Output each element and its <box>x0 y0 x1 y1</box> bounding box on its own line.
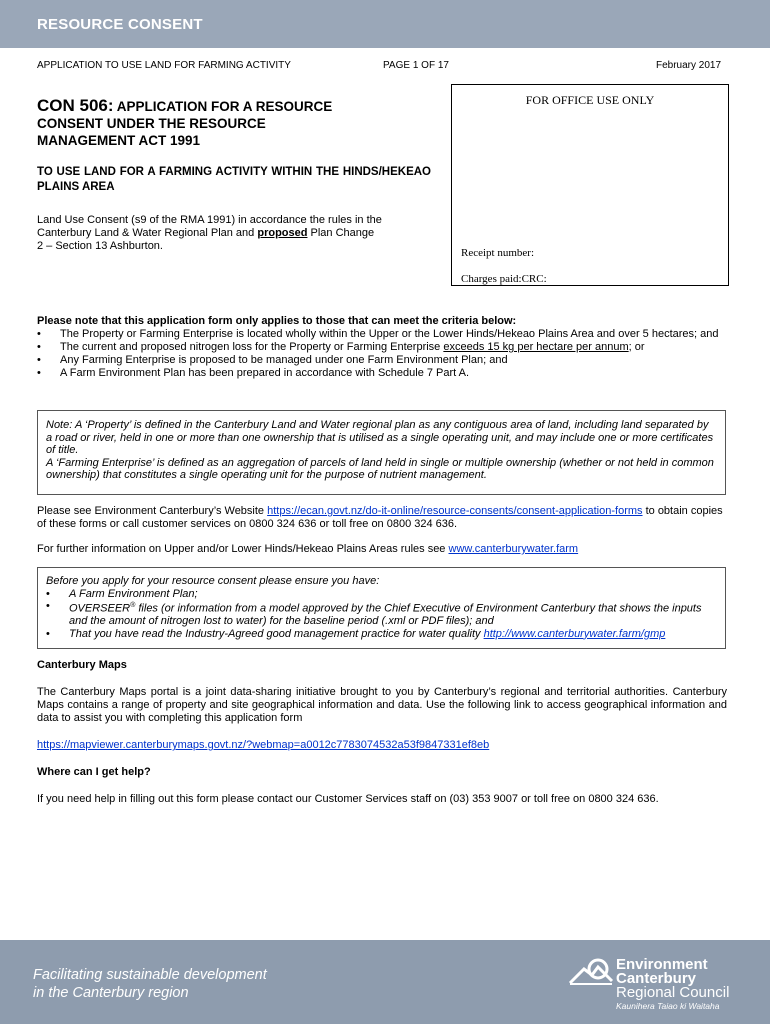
property-definition: Note: A ‘Property’ is defined in the Canterbury Land and Water regional plan as any contiguous area of land, including land separated by a road or river, held in one or more than one ownership that is utilised as a single operating unit, and may include one or more certificates of title. <box>46 419 714 456</box>
ecan-logo-icon <box>568 957 614 987</box>
intro-text-end: Plan Change 2 – Section 13 Ashburton. <box>37 227 375 252</box>
consent-forms-link[interactable]: https://ecan.govt.nz/do-it-online/resource-consents/consent-application-forms <box>267 505 643 517</box>
criteria-text: The current and proposed nitrogen loss for the Property or Farming Enterprise <box>60 341 444 353</box>
title-line-1: APPLICATION FOR A RESOURCE <box>116 99 333 114</box>
criteria-text-end: ; or <box>628 341 645 353</box>
list-item <box>46 600 717 628</box>
title-line-2: CONSENT UNDER THE RESOURCE <box>37 116 266 131</box>
charges-paid-label: Charges paid:CRC: <box>461 273 547 285</box>
list-item <box>37 341 727 354</box>
criteria-threshold: exceeds 15 kg per hectare per annum <box>443 341 629 353</box>
list-item: • A Farm Environment Plan; <box>46 588 717 601</box>
maps-link-row <box>37 739 727 752</box>
website-paragraph <box>37 505 727 531</box>
canterbury-water-link[interactable]: www.canterburywater.farm <box>448 543 579 555</box>
list-item: • The Property or Farming Enterprise is located wholly within the Upper or the Lower Hinds/Hekeao Plains Area and over 5 hectares; and <box>37 328 727 341</box>
page-indicator: PAGE 1 OF 17 <box>383 60 449 71</box>
before-list <box>46 588 717 641</box>
list-item: • Any Farming Enterprise is proposed to be managed under one Farm Environment Plan; and <box>37 354 727 367</box>
registered-mark: ® <box>130 602 136 609</box>
form-title <box>37 97 417 149</box>
before-you-apply-box <box>37 567 726 649</box>
form-subtitle: TO USE LAND FOR A FARMING ACTIVITY WITHIN THE HINDS/HEKEAO PLAINS AREA <box>37 166 431 193</box>
list-item <box>46 628 717 641</box>
further-info-text: For further information on Upper and/or Lower Hinds/Hekeao Plains Areas rules see <box>37 543 449 555</box>
gmp-link[interactable]: http://www.canterburywater.farm/gmp <box>483 627 666 640</box>
intro-proposed: proposed <box>257 227 308 239</box>
tagline-line-2: in the Canterbury region <box>33 985 189 1001</box>
title-line-3: MANAGEMENT ACT 1991 <box>37 133 201 148</box>
criteria-section <box>37 315 727 380</box>
maps-paragraph: The Canterbury Maps portal is a joint data-sharing initiative brought to you by Canterbury’s regional and territorial authorities. Canterbury Maps contains a range of property and site geographical information and data. Use the following link to access geographical information and data to assist you with completing this application form <box>37 686 727 724</box>
help-heading: Where can I get help? <box>37 766 151 778</box>
footer-band <box>0 940 770 1024</box>
form-date: February 2017 <box>656 60 722 71</box>
logo-line-4: Kaunihera Taiao ki Waitaha <box>616 1001 720 1011</box>
header-band <box>0 0 770 48</box>
intro-paragraph <box>37 214 382 253</box>
criteria-heading: Please note that this application form only applies to those that can meet the criteria below: <box>37 315 517 327</box>
farming-enterprise-definition: A ‘Farming Enterprise’ is defined as an aggregation of parcels of land held in single or multiple ownership (whether or not held in common ownership) that constitutes a single operating unit for the purpose of nutrient management. <box>46 456 714 481</box>
list-item: • A Farm Environment Plan has been prepared in accordance with Schedule 7 Part A. <box>37 367 727 380</box>
logo-line-2: Canterbury <box>616 970 697 987</box>
help-paragraph: If you need help in filling out this form please contact our Customer Services staff on (03) 353 9007 or toll free on 0800 324 636. <box>37 793 659 805</box>
website-text: Please see Environment Canterbury’s Website <box>37 505 268 517</box>
ecan-logo <box>568 957 738 1013</box>
logo-line-1: Environment <box>616 956 708 973</box>
canterbury-maps-link[interactable]: https://mapviewer.canterburymaps.govt.nz/?webmap=a0012c7783074532a53f9847331ef8eb <box>37 739 490 751</box>
logo-line-3: Regional Council <box>616 984 730 1001</box>
before-heading: Before you apply for your resource consent please ensure you have: <box>46 575 380 587</box>
further-info-paragraph <box>37 543 727 556</box>
definition-note-box <box>37 410 726 495</box>
criteria-list <box>37 328 727 380</box>
overseer-text-end: files (or information from a model approved by the Chief Executive of Environment Canterbury that shows the inputs and the amount of nitrogen lost to water) for the baseline period (.xml or PDF files); and <box>69 602 702 628</box>
band-title: RESOURCE CONSENT <box>37 16 203 33</box>
office-use-title: FOR OFFICE USE ONLY <box>525 93 655 107</box>
receipt-number-label: Receipt number: <box>461 247 535 259</box>
footer-tagline <box>33 966 267 1002</box>
intro-text: Land Use Consent (s9 of the RMA 1991) in accordance the rules in the Canterbury Land & Water Regional Plan and <box>37 214 382 239</box>
overseer-text: OVERSEER <box>69 602 131 615</box>
tagline-line-1: Facilitating sustainable development <box>33 967 267 983</box>
maps-heading: Canterbury Maps <box>37 659 127 671</box>
gmp-text: That you have read the Industry-Agreed good management practice for water quality <box>69 627 484 640</box>
form-description: APPLICATION TO USE LAND FOR FARMING ACTIVITY <box>37 60 291 71</box>
website-text-end: to obtain copies of these forms or call customer services on 0800 324 636 or toll free on 0800 324 636. <box>37 505 723 530</box>
office-use-box <box>451 84 729 286</box>
form-code: CON 506: <box>37 96 114 115</box>
